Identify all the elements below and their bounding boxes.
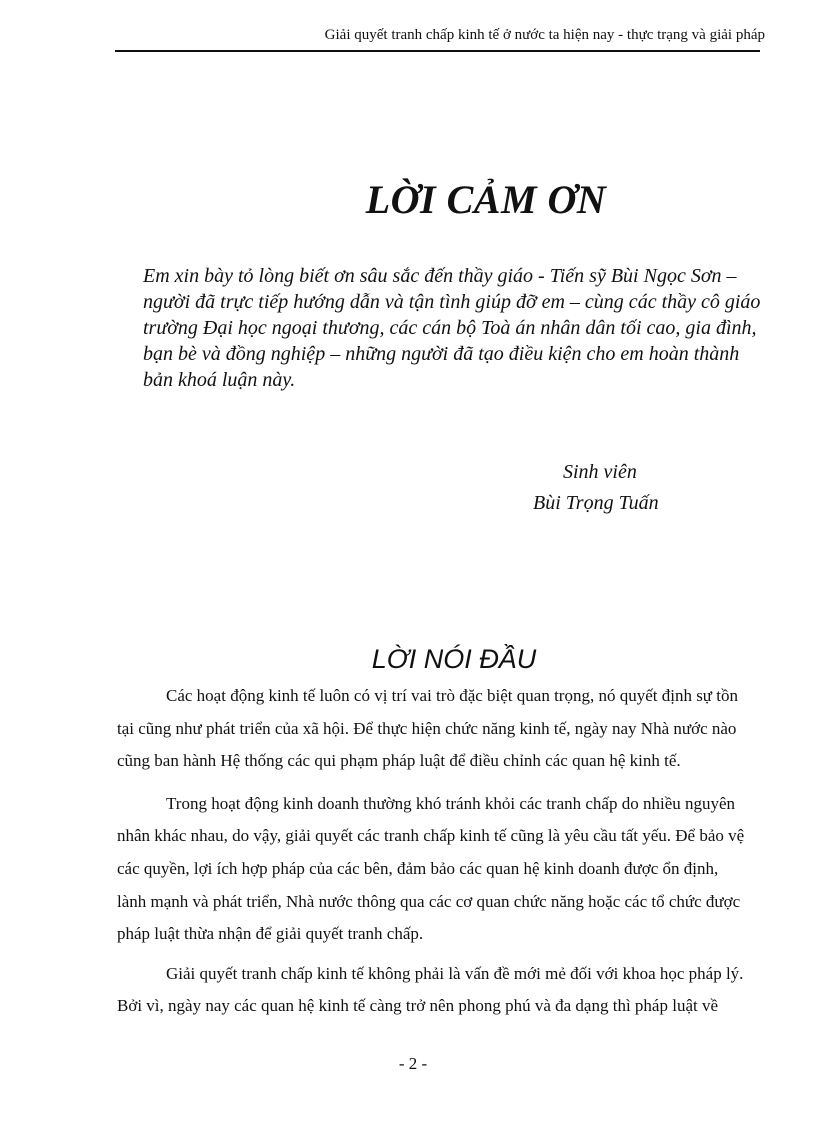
paragraph-line: Trong hoạt động kinh doanh thường khó tránh khỏi các tranh chấp do nhiều nguyên <box>166 794 736 813</box>
preface-title: LỜI NÓI ĐẦU <box>371 644 537 674</box>
paragraph-line: lành mạnh và phát triển, Nhà nước thông qua các cơ quan chức năng hoặc các tổ chức được <box>117 892 741 911</box>
acknowledgement-line: bản khoá luận này. <box>143 369 296 391</box>
acknowledgement-line: trường Đại học ngoại thương, các cán bộ Toà án nhân dân tối cao, gia đình, <box>143 317 757 339</box>
paragraph-line: tại cũng như phát triển của xã hội. Để thực hiện chức năng kinh tế, ngày nay Nhà nước nào <box>117 719 737 738</box>
paragraph-line: Các hoạt động kinh tế luôn có vị trí vai trò đặc biệt quan trọng, nó quyết định sự tồn <box>166 686 738 705</box>
paragraph-line: nhân khác nhau, do vậy, giải quyết các tranh chấp kinh tế cũng là yêu cầu tất yếu. Để bảo vệ <box>117 826 745 845</box>
signature-name: Bùi Trọng Tuấn <box>533 492 659 514</box>
acknowledgement-title: LỜI CẢM ƠN <box>365 177 607 222</box>
signature-role: Sinh viên <box>563 461 637 483</box>
acknowledgement-line: bạn bè và đồng nghiệp – những người đã tạo điều kiện cho em hoàn thành <box>143 343 740 365</box>
acknowledgement-line: Em xin bày tỏ lòng biết ơn sâu sắc đến thầy giáo - Tiến sỹ Bùi Ngọc Sơn – <box>143 265 737 287</box>
page-number: - 2 - <box>398 1054 428 1073</box>
paragraph-line: cũng ban hành Hệ thống các qui phạm pháp luật để điều chỉnh các quan hệ kinh tế. <box>117 751 681 770</box>
acknowledgement-line: người đã trực tiếp hướng dẫn và tận tình giúp đỡ em – cùng các thầy cô giáo <box>143 291 761 313</box>
header-rule <box>115 50 760 52</box>
running-header-title: Giải quyết tranh chấp kinh tế ở nước ta hiện nay - thực trạng và giải pháp <box>324 27 765 43</box>
paragraph-line: các quyền, lợi ích hợp pháp của các bên, đảm bảo các quan hệ kinh doanh được ổn định, <box>117 859 719 878</box>
paragraph-line: pháp luật thừa nhận để giải quyết tranh chấp. <box>117 924 424 943</box>
acknowledgement-body <box>143 263 816 393</box>
paragraph-line: Giải quyết tranh chấp kinh tế không phải là vấn đề mới mẻ đối với khoa học pháp lý. <box>166 964 744 983</box>
paragraph-line: Bởi vì, ngày nay các quan hệ kinh tế càng trở nên phong phú và đa dạng thì pháp luật về <box>117 996 719 1015</box>
